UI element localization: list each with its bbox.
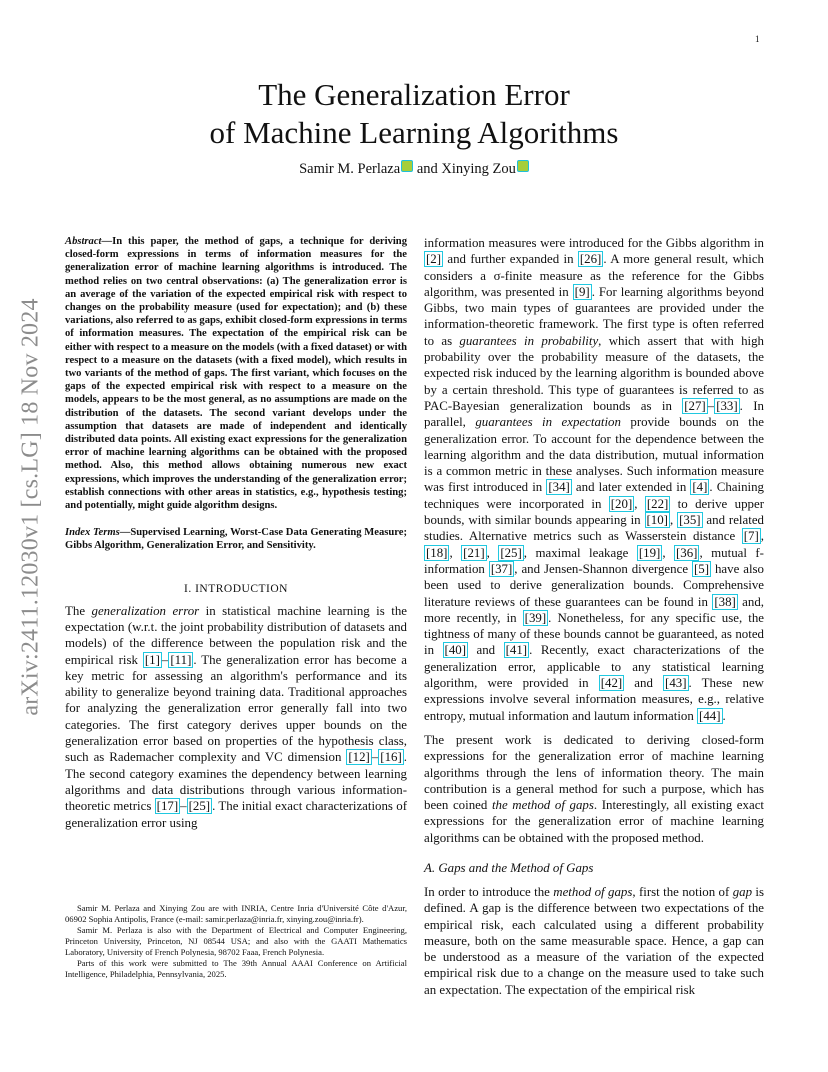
citation-link[interactable]: [25] <box>188 799 211 814</box>
text-run: . Interestingly, all existing exact expressions for the generalization error of machine learning algorithms can be obtained with the proposed method. <box>424 798 765 845</box>
citation-link[interactable]: [37] <box>490 561 513 576</box>
text-run: . Nonetheless, for any specific use, the tightness of many of these bounds cannot be guaranteed, as noted in <box>424 610 764 658</box>
right-paragraph-1 <box>424 235 764 724</box>
citation-link[interactable]: [2] <box>426 252 442 267</box>
text-run: , <box>486 545 499 560</box>
citation-link[interactable]: [4] <box>692 480 708 495</box>
text-run: information measures were introduced for the Gibbs algorithm in <box>424 236 764 250</box>
text-run: in statistical machine learning is the expectation (w.r.t. the joint probability distribution of datasets and models) of the difference between the population risk and the empirical risk <box>65 603 407 667</box>
emphasis: method of gaps <box>553 884 633 899</box>
right-paragraph-2 <box>424 732 764 846</box>
text-run: In order to introduce the <box>424 884 554 899</box>
abstract <box>65 235 407 512</box>
text-run: . These new expressions involve several information measures, e.g., relative entropy, mutual information and lautum information <box>424 676 764 723</box>
citation-link[interactable]: [43] <box>665 676 687 691</box>
subsection-heading: A. Gaps and the Method of Gaps <box>424 860 594 875</box>
text-run: , <box>634 496 645 511</box>
citation-link[interactable]: [22] <box>646 496 669 511</box>
citation-link[interactable]: [35] <box>679 513 701 528</box>
citation-link[interactable]: [42] <box>600 676 623 691</box>
text-run: , which assert that with high probability over the probability measure of the datasets, the expected risk induced by the learning algorithm is bounded above by a certain threshold. This type of guarantees is referred to as PAC-Bayesian generalization bounds as in <box>424 333 764 413</box>
text-run: . The initial exact characterizations of generalization error using <box>65 799 408 830</box>
abstract-text: —In this paper, the method of gaps, a technique for deriving closed-form expressions in terms of information measures for the generalization error of machine learning algorithms is introduced. The method relies on two central observations: (a) The generalization error is an average of the variation of the expected empirical risk with respect to changes on the probability measure (used for expectation); and (b) these variations, also referred to as gaps, exhibit closed-form expressions in terms of information measures. The expectation of the empirical risk can be either with respect to a measure on the models (with a fixed dataset) or with respect to a measure on the datasets (with a fixed model), which results in two variants of the method of gaps. The first variant, which focuses on the gaps of the expected empirical risk with respect to a measure on the models, appears to be the most general, as no assumptions are made on the distribution of the datasets. The second variant develops under the assumption that datasets are made of independent and identically distributed data points. All existing exact expressions for the generalization error of machine learning algorithms can be obtained with the proposed method. Also, this method allows obtaining numerous new exact expressions, which improves the understanding of the generalization error; establish connections with other areas in statistics, e.g., hypothesis testing; and potentially, might guide algorithm designs. <box>65 236 407 512</box>
text-run: . The second category examines the dependency between learning algorithms and data distributions through various information-theoretic metrics <box>65 750 407 814</box>
citation-link[interactable]: [40] <box>444 643 467 658</box>
text-run: . Recently, exact characterizations of the generalization error, applicable to any statistical learning algorithm, were provided in <box>424 643 765 691</box>
text-run: – <box>371 750 379 765</box>
page-number: 1 <box>755 34 760 44</box>
citation-link[interactable]: [5] <box>693 561 710 576</box>
text-run: , <box>662 545 674 560</box>
text-run: , maximal leakage <box>523 545 637 560</box>
citation-link[interactable]: [7] <box>743 529 759 544</box>
text-run: . For learning algorithms beyond Gibbs, two main types of guarantees are provided under the information-theoretic framework. The first type is often referred to as <box>424 284 765 348</box>
citation-link[interactable]: [11] <box>170 652 192 667</box>
footnotes <box>65 903 407 980</box>
citation-link[interactable]: [38] <box>714 594 736 609</box>
text-run: . The generalization error has become a key metric for assessing an algorithm's performance and its ability to generalize beyond training data. Traditional approaches for analyzing the generalization error generally fall into two categories. The first category derives upper bounds on the generalization error based on properties of the hypothesis class, such as Rademacher complexity and VC dimension <box>65 652 407 765</box>
text-run: , and Jensen-Shannon divergence <box>514 561 692 576</box>
citation-link[interactable]: [33] <box>716 398 738 413</box>
index-terms <box>65 526 407 552</box>
citation-link[interactable]: [1] <box>144 652 160 667</box>
emphasis: guarantees in probability <box>459 333 599 348</box>
index-terms-text: —Supervised Learning, Worst-Case Data Generating Measure; Gibbs Algorithm, Generalization Error, and Sensitivity. <box>65 527 408 552</box>
text-run: , <box>760 529 764 544</box>
citation-link[interactable]: [10] <box>646 513 668 528</box>
abstract-label: Abstract <box>65 236 102 247</box>
text-run: – <box>161 652 169 667</box>
citation-link[interactable]: [19] <box>638 545 661 560</box>
emphasis: guarantees in expectation <box>475 415 621 430</box>
title-line-1: The Generalization Error <box>258 77 570 112</box>
text-run: and further expanded in <box>443 252 578 267</box>
footnote-2: Samir M. Perlaza is also with the Department of Electrical and Computer Engineering, Princeton University, Princeton, NJ 08544 USA; and also with the GAATI Mathematics Laboratory, University of French Polynesia, 98702 Faaa, French Polynesia. <box>65 925 407 957</box>
citation-link[interactable]: [39] <box>524 610 547 625</box>
title-line-2: of Machine Learning Algorithms <box>209 115 619 150</box>
left-column <box>65 235 407 831</box>
citation-link[interactable]: [17] <box>156 799 179 814</box>
text-run: . Chaining techniques were incorporated in <box>424 480 764 511</box>
text-run: and related studies. Alternative metrics such as Wasserstein distance <box>424 513 764 544</box>
citation-link[interactable]: [25] <box>500 545 522 560</box>
text-run: and, more recently, in <box>424 594 765 625</box>
text-run: have also been used to derive generalization bounds. Comprehensive literature reviews of these guarantees can be found in <box>424 561 764 609</box>
citation-link[interactable]: [44] <box>699 708 721 723</box>
text-run: provide bounds on the generalization error. To account for the dependence between the learning algorithm and the data distribution, mutual information is a common metric in these analyses. Such information measure was first introduced in <box>424 415 765 495</box>
citation-link[interactable]: [18] <box>426 545 448 560</box>
citation-link[interactable]: [27] <box>684 398 706 413</box>
author-separator: and <box>413 161 442 177</box>
text-run: , mutual f-information <box>424 545 764 576</box>
author-1: Samir M. Perlaza <box>299 161 401 177</box>
section-heading-introduction: I. INTRODUCTION <box>184 582 288 595</box>
citation-link[interactable]: [36] <box>675 545 698 560</box>
text-run: , <box>449 545 462 560</box>
citation-link[interactable]: [20] <box>610 496 633 511</box>
orcid-icon[interactable] <box>401 160 413 172</box>
intro-paragraph-1 <box>65 603 407 831</box>
paper-title <box>0 76 828 152</box>
text-run: and <box>624 676 664 691</box>
text-run: . In parallel, <box>424 398 764 430</box>
text-run: . A more general result, which considers a σ-finite measure as the reference for the Gibbs algorithm, was presented in <box>424 252 764 299</box>
text-run: , first the notion of <box>632 884 733 899</box>
author-2: Xinying Zou <box>441 161 516 177</box>
footnote-3: Parts of this work were submitted to The 39th Annual AAAI Conference on Artificial Intelligence, Philadelphia, Pennsylvania, 2025. <box>65 958 407 979</box>
right-column <box>424 235 764 998</box>
right-paragraph-3 <box>424 884 764 998</box>
footnote-1: Samir M. Perlaza and Xinying Zou are with INRIA, Centre Inria d'Université Côte d'Azur, 06902 Sophia Antipolis, France (e-mail: samir.perlaza@inria.fr, xinying.zou@inria.fr). <box>65 903 407 924</box>
citation-link[interactable]: [34] <box>548 480 570 495</box>
author-line <box>0 160 828 178</box>
text-run: , <box>669 513 678 528</box>
text-run: . <box>722 708 726 723</box>
text-run: and <box>468 643 504 658</box>
citation-link[interactable]: [26] <box>579 252 602 267</box>
emphasis: gap <box>732 884 753 899</box>
arxiv-id-text: arXiv:2411.12030v1 [cs.LG] 18 Nov 2024 <box>17 298 44 716</box>
citation-link[interactable]: [41] <box>505 643 528 658</box>
text-run: and later extended in <box>571 480 691 495</box>
emphasis: generalization error <box>91 603 200 618</box>
citation-link[interactable]: [16] <box>380 750 402 765</box>
citation-link[interactable]: [9] <box>574 284 590 299</box>
text-run: – <box>707 398 715 413</box>
citation-link[interactable]: [21] <box>463 545 485 560</box>
citation-link[interactable]: [12] <box>348 750 370 765</box>
emphasis: the method of gaps <box>491 798 594 813</box>
text-run: – <box>180 799 187 814</box>
text-run: The present work is dedicated to deriving closed-form expressions for the generalization error of machine learning algorithms through the lens of information theory. The main contribution is a general method for such a purpose, which has been coined <box>424 732 764 813</box>
orcid-icon[interactable] <box>517 160 529 172</box>
text-run: is defined. A gap is the difference between two expectations of the empirical risk, each calculated using a different probability measure, both on the same measurable space. Hence, a gap can be understood as a measure of the variation of the expected empirical risk due to a change on the measure used to take such an expectation. The expectation of the empirical risk <box>424 884 765 997</box>
index-terms-label: Index Terms <box>65 527 120 539</box>
text-run: The <box>65 603 92 618</box>
arxiv-stamp[interactable] <box>17 252 44 762</box>
text-run: to derive upper bounds, with similar bounds appearing in <box>424 496 764 528</box>
